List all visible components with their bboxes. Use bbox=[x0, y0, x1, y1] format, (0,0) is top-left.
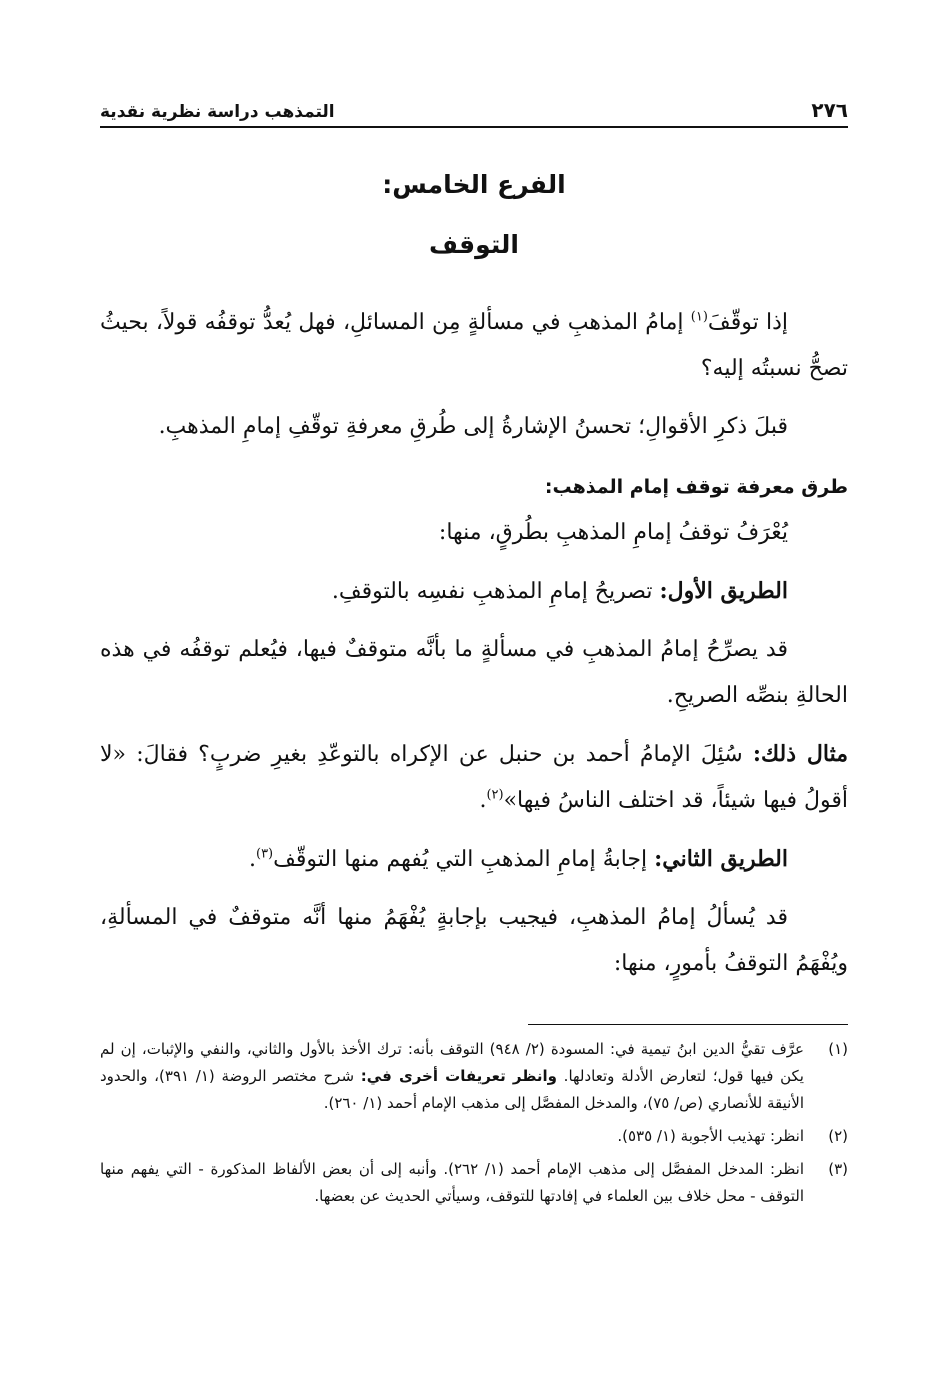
footnote-marker: (٢) bbox=[828, 1127, 848, 1145]
paragraph-text: تصريحُ إمامِ المذهبِ نفسِه بالتوقفِ. bbox=[331, 579, 660, 604]
footnote-ref: (٢) bbox=[486, 787, 504, 803]
paragraph bbox=[100, 300, 848, 392]
way-label: الطريق الأول: bbox=[659, 578, 788, 604]
paragraph bbox=[100, 836, 848, 883]
paragraph: قد يُسألُ إمامُ المذهبِ، فيجيب بإجابةٍ يُفْهَمُ منها أنَّه متوقفٌ في المسألةِ، ويُفْهَمُ التوقفُ بأمورٍ، منها: bbox=[100, 905, 848, 976]
paragraph-text: إمامُ المذهبِ في مسألةٍ مِن المسائلِ، فهل يُعدُّ توقفُه قولاً، بحيثُ تصحُّ نسبتُه إليه؟ bbox=[100, 310, 848, 381]
section-title: التوقف bbox=[429, 230, 519, 259]
paragraph: قبلَ ذكرِ الأقوالِ؛ تحسنُ الإشارةُ إلى طُرقِ معرفةِ توقّفِ إمامِ المذهبِ. bbox=[158, 414, 788, 439]
example-label: مثال ذلك: bbox=[752, 741, 848, 767]
footnote-marker: (١) bbox=[828, 1040, 848, 1058]
page-number: ٢٧٦ bbox=[811, 98, 848, 122]
footnotes bbox=[100, 1036, 848, 1216]
paragraph-text: . bbox=[248, 847, 256, 872]
footnote-ref: (٣) bbox=[255, 846, 274, 862]
paragraph-text: . bbox=[479, 788, 487, 813]
paragraph-text: إجابةُ إمامِ المذهبِ التي يُفهم منها التوقّف bbox=[273, 847, 655, 872]
subheading: طرق معرفة توقف إمام المذهب: bbox=[544, 476, 848, 498]
way-label: الطريق الثاني: bbox=[654, 846, 788, 872]
footnote-ref: (١) bbox=[690, 309, 708, 325]
footnote bbox=[100, 1156, 848, 1210]
paragraph: يُعْرَفُ توقفُ إمامِ المذهبِ بطُرقٍ، منها: bbox=[438, 520, 788, 545]
running-header bbox=[100, 94, 848, 128]
paragraph bbox=[100, 568, 848, 615]
paragraph bbox=[100, 731, 848, 824]
footnote bbox=[100, 1123, 848, 1150]
running-title: التمذهب دراسة نظرية نقدية bbox=[100, 102, 335, 122]
main-text bbox=[100, 300, 848, 999]
book-page bbox=[100, 0, 848, 1398]
footnote-bold-text: وانظر تعريفات أخرى في: bbox=[360, 1067, 557, 1085]
footnote-marker: (٣) bbox=[828, 1160, 848, 1178]
footnote bbox=[100, 1036, 848, 1117]
paragraph-text: إذا توقّفَ bbox=[707, 310, 788, 335]
paragraph: قد يصرِّحُ إمامُ المذهبِ في مسألةٍ ما بأنَّه متوقفٌ فيها، فيُعلم توقفُه في هذه الحالةِ بنصِّه الصريحِ. bbox=[100, 637, 848, 708]
footnote-text bbox=[100, 1036, 804, 1117]
footnote-text-part: شرح مختصر الروضة (١/ ٣٩١)، والحدود الأنيقة للأنصاري (ص/ ٧٥)، والمدخل المفصَّل إلى مذهب الإمام أحمد (١/ ٢٦٠). bbox=[100, 1067, 804, 1112]
section-heading: الفرع الخامس: bbox=[382, 170, 566, 199]
footnote-divider bbox=[528, 1024, 848, 1025]
footnote-text: انظر: المدخل المفصَّل إلى مذهب الإمام أحمد (١/ ٢٦٢). وأنبه إلى أن بعض الألفاظ المذكورة - التي يفهم منها التوقف - محل خلاف بين العلماء في إفادتها للتوقف، وسيأتي الحديث عن بعضها. bbox=[100, 1160, 805, 1205]
footnote-text: انظر: تهذيب الأجوبة (١/ ٥٣٥). bbox=[617, 1127, 804, 1145]
footnote-text-part: عرَّف تقيُّ الدين ابنُ تيمية في: المسودة (٢/ ٩٤٨) التوقف بأنه: ترك الأخذ بالأول والثاني، والنفي والإثبات، إن لم يكن فيها قول؛ لتعارض الأدلة وتعادلها. bbox=[100, 1040, 805, 1085]
paragraph-text: سُئِلَ الإمامُ أحمد بن حنبل عن الإكراه بالتوعّدِ بغيرِ ضربٍ؟ فقالَ: «لا أقولُ فيها شيئاً، قد اختلف الناسُ فيها» bbox=[100, 742, 848, 813]
